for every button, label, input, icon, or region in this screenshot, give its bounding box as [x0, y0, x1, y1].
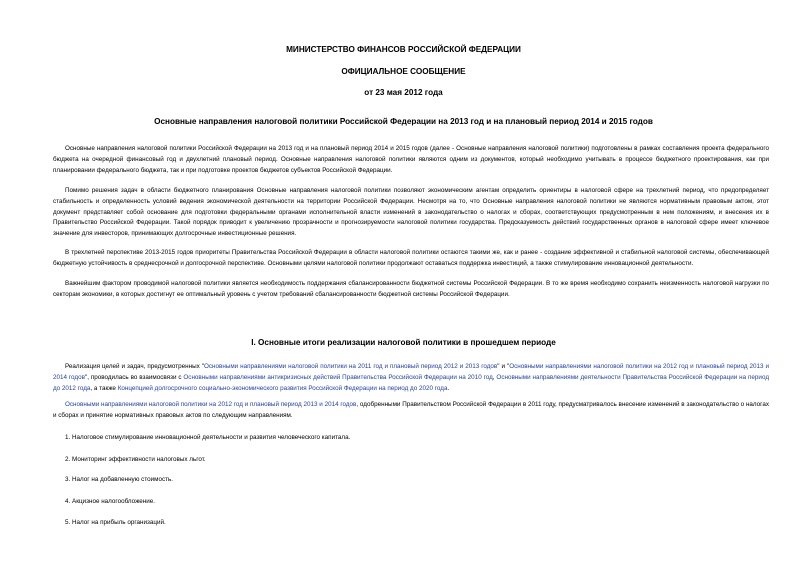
list-item: 4. Акцизное налогообложение. — [65, 498, 156, 505]
text-run: , — [492, 373, 497, 381]
section-1-title: I. Основные итоги реализации налоговой политики в прошедшем периоде — [251, 338, 556, 347]
section-1-paragraph-1 — [53, 362, 769, 394]
section-1-paragraph-2 — [53, 400, 769, 422]
text-run: , одобренными Правительством Российской Федерации в 2011 году, предусматривалось внесение изменений в законодательство о налогах и сборах и принятие нормативных правовых актов по следующим направлениям. — [53, 401, 769, 419]
link-government-activity-2012[interactable]: Основными направлениями деятельности Правительства Российской Федерации на период до 2012 года — [53, 373, 769, 392]
link-guidelines-2012[interactable]: Основными направлениями налоговой политики на 2012 год и плановый период 2013 и 2014 годов — [53, 363, 769, 381]
paragraph-3: В трехлетней перспективе 2013-2015 годов приоритеты Правительства Российской Федерации в области налоговой политики остаются такими же, как и ранее - создание эффективной и стабильной налоговой системы, обеспечивающей бюджетную устойчивость в среднесрочной и долгосрочной перспективе. Основными целями налоговой политики продолжают оставаться поддержка инвестиций, а также стимулирование инновационной деятельности. — [53, 249, 769, 267]
paragraph-4: Важнейшим фактором проводимой налоговой политики является необходимость поддержания сбалансированности бюджетной системы Российской Федерации. В то же время необходимо сохранить неизменность налоговой нагрузки по секторам экономики, в которых достигнут ее оптимальный уровень с учетом требований сбалансированности бюджетной системы Российской Федерации. — [53, 280, 769, 298]
link-anticrisis-2010[interactable]: Основными направлениями антикризисных действий Правительства Российской Федерации на 2010 год — [183, 373, 493, 381]
link-guidelines-2012-b[interactable]: Основными направлениями налоговой политики на 2012 год и плановый период 2013 и 2014 годов — [65, 401, 357, 408]
list-item: 3. Налог на добавленную стоимость. — [65, 476, 174, 483]
text-run: Реализация целей и задач, предусмотренных " — [65, 363, 204, 370]
text-run: . — [447, 384, 450, 392]
message-heading: ОФИЦИАЛЬНОЕ СООБЩЕНИЕ — [341, 67, 466, 76]
text-run: , а также — [90, 384, 118, 392]
link-guidelines-2011[interactable]: Основными направлениями налоговой политики на 2011 год и плановый период 2012 и 2013 годов — [203, 363, 498, 370]
list-item: 5. Налог на прибыль организаций. — [65, 519, 166, 526]
ministry-heading: МИНИСТЕРСТВО ФИНАНСОВ РОССИЙСКОЙ ФЕДЕРАЦИИ — [286, 45, 521, 54]
document-title: Основные направления налоговой политики Российской Федерации на 2013 год и на плановый период 2014 и 2015 годов — [154, 117, 653, 126]
text-run: " и " — [497, 363, 510, 370]
paragraph-2: Помимо решения задач в области бюджетного планирования Основные направления налоговой политики позволяют экономическим агентам определить ориентиры в налоговой сфере на трехлетний период, что предопределяет стабильность и определенность условий ведения экономической деятельности на территории Российской Федерации. Несмотря на то, что Основные направления налоговой политики не являются нормативным правовым актом, этот документ представляет собой основание для подготовки федеральными органами исполнительной власти изменений в законодательство о налогах и сборах, соответствующих предусмотренным в нем положениям, и внесения их в Правительство Российской Федерации. Такой порядок приводит к увеличению прозрачности и прогнозируемости налоговой политики государства. Предсказуемость действий государственных органов в налоговой сфере имеет ключевое значение для инвесторов, принимающих долгосрочные инвестиционные решения. — [53, 187, 769, 238]
list-item: 1. Налоговое стимулирование инновационной деятельности и развития человеческого капитала. — [65, 434, 351, 441]
paragraph-1: Основные направления налоговой политики Российской Федерации на 2013 год и на плановый период 2014 и 2015 годов (далее - Основные направления налоговой политики) подготовлены в рамках составления проекта федерального бюджета на очередной финансовый год и двухлетний плановый период. Основные направления налоговой политики являются одним из документов, который необходимо учитывать в процессе бюджетного проектирования, как при планировании федерального бюджета, так и при подготовке проектов бюджетов субъектов Российской Федерации. — [53, 145, 769, 174]
text-run: ", проводилась во взаимосвязи с — [84, 373, 184, 381]
list-item: 2. Мониторинг эффективности налоговых льгот. — [65, 456, 206, 463]
link-concept-2020[interactable]: Концепцией долгосрочного социально-экономического развития Российской Федерации на период до 2020 года — [117, 384, 448, 392]
date-heading: от 23 мая 2012 года — [364, 88, 443, 97]
